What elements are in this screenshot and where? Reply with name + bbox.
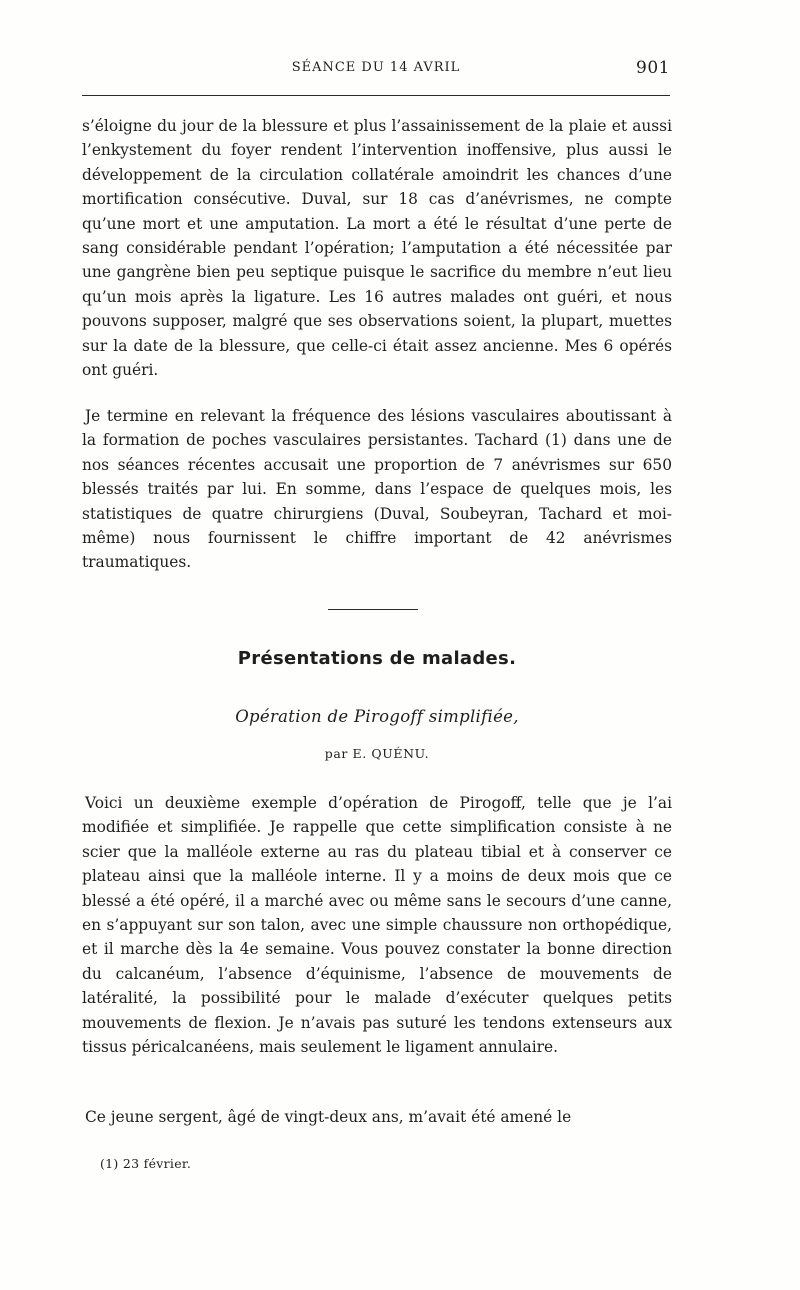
running-title: SÉANCE DU 14 AVRIL (291, 60, 461, 75)
section-subtitle: Opération de Pirogoff simplifiée, (235, 707, 519, 726)
paragraph-3: Voici un deuxième exemple d’opération de Pirogoff, telle que je l’ai modifiée et simplifiée. Je rappelle que cette simplification consiste à ne scier que la malléole externe au ras du plateau tibial et à conserver ce plateau ainsi que la malléole interne. Il y a moins de deux mois que ce blessé a été opéré, il a marché avec ou même sans le secours d’une canne, en s’appuyant sur son talon, avec une simple chaussure non orthopédique, et il marche dès la 4e semaine. Vous pouvez constater la bonne direction du calcanéum, l’absence d’équinisme, l’absence de mouvements de latéralité, la possibilité pour le malade d’exécuter quelques petits mouvements de flexion. Je n’avais pas suturé les tendons extenseurs aux tissus péricalcanéens, mais seulement le ligament annulaire. (82, 794, 672, 1057)
header-rule (82, 95, 670, 96)
page-number: 901 (636, 58, 670, 78)
footnote: (1) 23 février. (100, 1156, 192, 1171)
section-separator (328, 609, 418, 610)
section-author: par E. QUÉNU. (324, 746, 430, 761)
paragraph-4: Ce jeune sergent, âgé de vingt-deux ans, m’avait été amené le (85, 1108, 572, 1126)
paragraph-1: s’éloigne du jour de la blessure et plus l’assainissement de la plaie et aussi l’enkystement du foyer rendent l’intervention inoffensive, plus aussi le développement de la circulation collatérale amoindrit les chances d’une mortification consécutive. Duval, sur 18 cas d’anévrismes, ne compte qu’une mort et une amputation. La mort a été le résultat d’une perte de sang considérable pendant l’opération; l’amputation a été nécessitée par une gangrène bien peu septique puisque le sacrifice du membre n’eut lieu qu’un mois après la ligature. Les 16 autres malades ont guéri, et nous pouvons supposer, malgré que ses observations soient, la plupart, muettes sur la date de la blessure, que celle-ci était assez ancienne. Mes 6 opérés ont guéri. (82, 117, 672, 380)
paragraph-2: Je termine en relevant la fréquence des lésions vasculaires aboutissant à la formation de poches vasculaires persistantes. Tachard (1) dans une de nos séances récentes accusait une proportion de 7 anévrismes sur 650 blessés traités par lui. En somme, dans l’espace de quelques mois, les statistiques de quatre chirurgiens (Duval, Soubeyran, Tachard et moi-même) nous fournissent le chiffre important de 42 anévrismes traumatiques. (82, 407, 672, 572)
section-title: Présentations de malades. (237, 648, 517, 669)
page-header (82, 58, 670, 82)
